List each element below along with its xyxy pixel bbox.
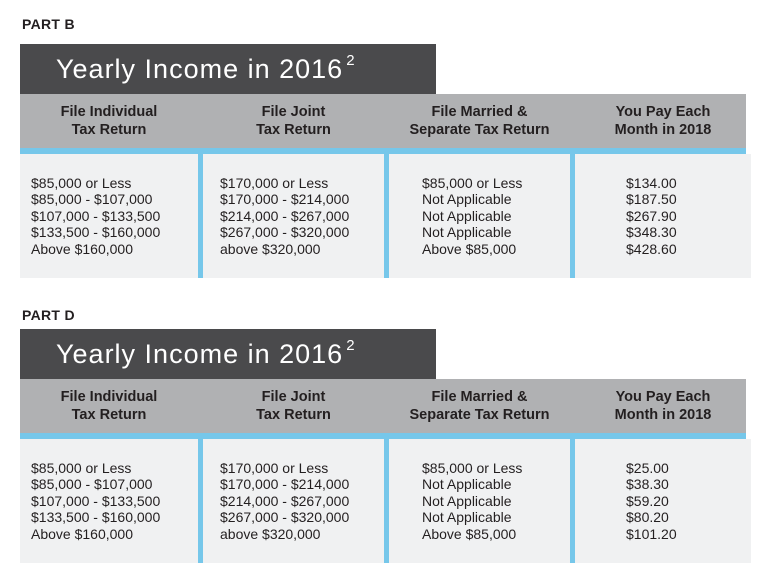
header-line: Separate Tax Return: [409, 122, 550, 138]
part-b-title: [20, 44, 436, 94]
col-individual: [20, 439, 198, 563]
cell: Above $85,000: [422, 525, 517, 542]
cell: $133,500 - $160,000: [31, 224, 161, 241]
cell: $101.20: [626, 525, 677, 542]
part-b-title-footnote: 2: [346, 52, 356, 69]
cell: Not Applicable: [422, 476, 512, 493]
part-b-body-row: [20, 154, 746, 278]
col-married-separate: [389, 439, 570, 563]
cell: $187.50: [626, 191, 677, 208]
header-line: Separate Tax Return: [409, 407, 550, 423]
cell: $170,000 - $214,000: [220, 191, 350, 208]
header-line: You Pay Each: [615, 104, 711, 120]
header-line: File Joint: [261, 389, 326, 405]
cell: $133,500 - $160,000: [31, 509, 161, 526]
header-line: Tax Return: [256, 407, 331, 423]
cell: $428.60: [626, 240, 677, 257]
cell: Not Applicable: [422, 224, 512, 241]
cell: $59.20: [626, 492, 669, 509]
cell: above $320,000: [220, 240, 321, 257]
part-d-header-row: [20, 379, 746, 439]
header-line: File Married &: [431, 389, 528, 405]
cell: $267,000 - $320,000: [220, 224, 350, 241]
cell: $107,000 - $133,500: [31, 492, 161, 509]
header-line: You Pay Each: [615, 389, 711, 405]
part-b-table: [20, 44, 746, 278]
cell: $80.20: [626, 509, 669, 526]
part-d-title: [20, 329, 436, 379]
cell: $214,000 - $267,000: [220, 207, 350, 224]
cell: $38.30: [626, 476, 669, 493]
col-joint: [203, 439, 384, 563]
cell: above $320,000: [220, 525, 321, 542]
header-line: Month in 2018: [614, 407, 712, 423]
header-monthly-pay: [575, 94, 751, 148]
col-individual: [20, 154, 198, 278]
header-line: File Joint: [261, 104, 326, 120]
cell: $85,000 or Less: [31, 459, 132, 476]
header-joint: [203, 379, 384, 433]
cell: $85,000 or Less: [31, 174, 132, 191]
cell: $267.90: [626, 207, 677, 224]
cell: $85,000 or Less: [422, 459, 523, 476]
part-b-title-text: Yearly Income in 2016: [56, 54, 344, 84]
col-married-separate: [389, 154, 570, 278]
cell: $267,000 - $320,000: [220, 509, 350, 526]
cell: $107,000 - $133,500: [31, 207, 161, 224]
header-line: Tax Return: [256, 122, 331, 138]
part-d-label: PART D: [22, 307, 75, 323]
cell: $214,000 - $267,000: [220, 492, 350, 509]
cell: $85,000 - $107,000: [31, 191, 153, 208]
header-married-separate: [389, 94, 570, 148]
header-line: File Individual: [60, 104, 158, 120]
col-monthly-pay: [575, 154, 751, 278]
header-individual: [20, 379, 198, 433]
cell: $170,000 - $214,000: [220, 476, 350, 493]
header-line: Month in 2018: [614, 122, 712, 138]
header-line: Tax Return: [71, 407, 147, 423]
cell: $170,000 or Less: [220, 174, 329, 191]
part-d-title-footnote: 2: [346, 337, 356, 354]
col-monthly-pay: [575, 439, 751, 563]
header-monthly-pay: [575, 379, 751, 433]
header-line: Tax Return: [71, 122, 147, 138]
part-d-table: [20, 329, 746, 563]
cell: Not Applicable: [422, 492, 512, 509]
cell: $134.00: [626, 174, 677, 191]
part-d-body-row: [20, 439, 746, 563]
header-individual: [20, 94, 198, 148]
cell: $85,000 or Less: [422, 174, 523, 191]
cell: $170,000 or Less: [220, 459, 329, 476]
header-joint: [203, 94, 384, 148]
part-b-label: PART B: [22, 16, 75, 32]
cell: Not Applicable: [422, 191, 512, 208]
header-married-separate: [389, 379, 570, 433]
cell: $25.00: [626, 459, 669, 476]
cell: Not Applicable: [422, 509, 512, 526]
cell: $348.30: [626, 224, 677, 241]
cell: Above $160,000: [31, 525, 133, 542]
header-line: File Individual: [60, 389, 158, 405]
cell: Above $85,000: [422, 240, 517, 257]
cell: Not Applicable: [422, 207, 512, 224]
part-b-header-row: [20, 94, 746, 154]
col-joint: [203, 154, 384, 278]
part-d-title-text: Yearly Income in 2016: [56, 339, 344, 369]
cell: $85,000 - $107,000: [31, 476, 153, 493]
cell: Above $160,000: [31, 240, 133, 257]
header-line: File Married &: [431, 104, 528, 120]
